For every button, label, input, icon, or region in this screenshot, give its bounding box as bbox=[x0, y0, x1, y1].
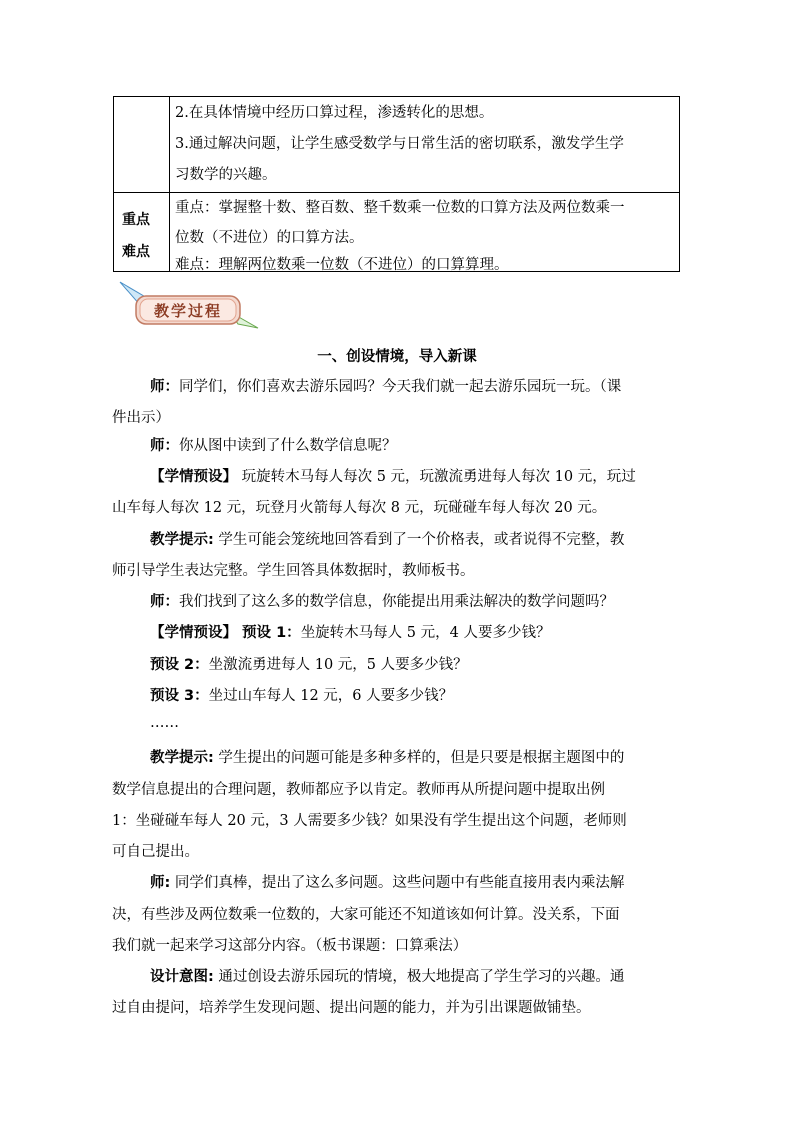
para-11 bbox=[150, 967, 722, 987]
para-9 bbox=[150, 748, 722, 768]
speaker-label: 师: bbox=[150, 875, 171, 891]
para-9-cont-1: 数学信息提出的合理问题，教师都应予以肯定。教师再从所提问题中提取出例 bbox=[112, 782, 605, 798]
preset-label: 【学情预设】 bbox=[150, 469, 237, 485]
para-9-cont-2: 1：坐碰碰车每人 20 元，3 人需要多少钱？如果没有学生提出这个问题，老师则 bbox=[112, 813, 627, 829]
key-line-1: 重点：掌握整十数、整百数、整千数乘一位数的口算方法及两位数乘一 bbox=[175, 200, 625, 216]
para-1-cont: 件出示） bbox=[112, 410, 170, 426]
para-text: 我们找到了这么多的数学信息，你能提出用乘法解决的数学问题吗？ bbox=[179, 594, 614, 610]
goal-line-2: 2.在具体情境中经历口算过程，渗透转化的思想。 bbox=[175, 105, 494, 121]
key-line-3: 难点：理解两位数乘一位数（不进位）的口算算理。 bbox=[175, 257, 509, 273]
para-text: 你从图中读到了什么数学信息呢？ bbox=[179, 438, 397, 454]
para-text: 坐过山车每人 12 元，6 人要多少钱？ bbox=[208, 688, 454, 704]
para-text: 学生可能会笼统地回答看到了一个价格表，或者说得不完整，教 bbox=[213, 532, 625, 548]
para-text: 同学们，你们喜欢去游乐园吗？今天我们就一起去游乐园玩一玩。（课 bbox=[179, 379, 622, 395]
para-10 bbox=[150, 873, 722, 893]
para-text: 通过创设去游乐园玩的情境，极大地提高了学生学习的兴趣。通 bbox=[213, 969, 625, 985]
table-row-divider bbox=[114, 192, 679, 193]
speaker-label: 师： bbox=[150, 438, 179, 454]
para-8 bbox=[150, 686, 722, 706]
preset-label: 【学情预设】 预设 1： bbox=[150, 625, 301, 641]
design-intent-label: 设计意图: bbox=[150, 969, 214, 985]
key-line-2: 位数（不进位）的口算方法。 bbox=[175, 230, 364, 246]
para-text: 坐激流勇进每人 10 元，5 人要多少钱？ bbox=[208, 657, 468, 673]
preset-label: 预设 2： bbox=[150, 657, 209, 673]
tip-label: 教学提示: bbox=[150, 532, 214, 548]
section-heading: 一、创设情境，导入新课 bbox=[317, 349, 477, 365]
para-7 bbox=[150, 655, 722, 675]
para-text: 坐旋转木马每人 5 元，4 人要多少钱？ bbox=[300, 625, 551, 641]
banner-title: 教学过程 bbox=[153, 302, 222, 320]
para-5 bbox=[150, 592, 722, 612]
table-column-divider bbox=[169, 97, 170, 271]
para-text: 同学们真棒，提出了这么多问题。这些问题中有些能直接用表内乘法解 bbox=[170, 875, 625, 891]
difficult-points-label: 难点 bbox=[122, 244, 150, 260]
speaker-label: 师： bbox=[150, 594, 179, 610]
para-1 bbox=[150, 377, 722, 397]
para-3 bbox=[150, 467, 722, 487]
ellipsis: …… bbox=[150, 715, 179, 731]
para-4 bbox=[150, 530, 722, 550]
para-text: 玩旋转木马每人每次 5 元，玩激流勇进每人每次 10 元，玩过 bbox=[237, 469, 636, 485]
preset-label: 预设 3： bbox=[150, 688, 209, 704]
key-points-label: 重点 bbox=[122, 212, 150, 228]
para-4-cont: 师引导学生表达完整。学生回答具体数据时，教师板书。 bbox=[112, 563, 475, 579]
para-10-cont-1: 决，有些涉及两位数乘一位数的，大家可能还不知道该如何计算。没关系，下面 bbox=[112, 907, 620, 923]
para-text: 学生提出的问题可能是多种多样的，但是只要是根据主题图中的 bbox=[213, 750, 625, 766]
para-6 bbox=[150, 623, 722, 643]
goal-line-3b: 习数学的兴趣。 bbox=[175, 167, 277, 183]
para-11-cont: 过自由提问，培养学生发现问题、提出问题的能力，并为引出课题做铺垫。 bbox=[112, 1000, 591, 1016]
tip-label: 教学提示: bbox=[150, 750, 214, 766]
objectives-table bbox=[113, 96, 680, 272]
para-3-cont: 山车每人每次 12 元，玩登月火箭每人每次 8 元，玩碰碰车每人每次 20 元。 bbox=[112, 500, 607, 516]
teaching-process-banner bbox=[118, 280, 263, 330]
para-10-cont-2: 我们就一起来学习这部分内容。（板书课题：口算乘法） bbox=[112, 938, 468, 954]
speaker-label: 师： bbox=[150, 379, 179, 395]
goal-line-3a: 3.通过解决问题，让学生感受数学与日常生活的密切联系，激发学生学 bbox=[175, 136, 624, 152]
para-9-cont-3: 可自己提出。 bbox=[112, 844, 199, 860]
para-2 bbox=[150, 436, 722, 456]
